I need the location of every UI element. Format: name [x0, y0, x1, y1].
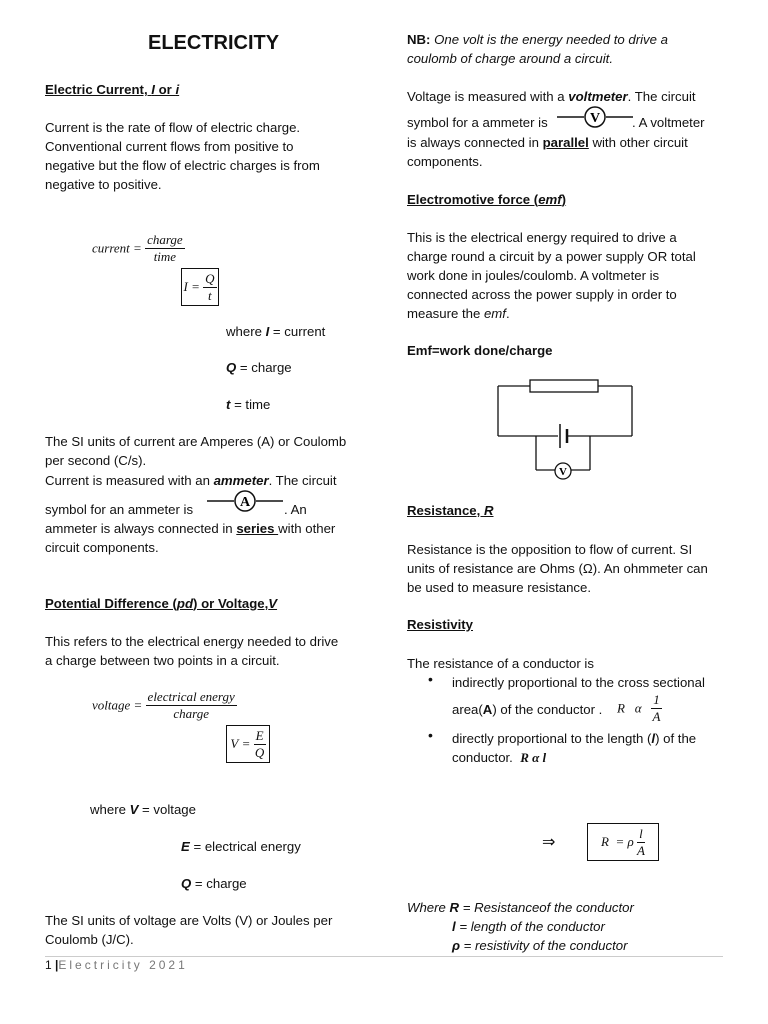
page-footer [45, 958, 188, 972]
resistivity-intro: The resistance of a conductor is [407, 656, 594, 671]
voltage-where-2: E = electrical energy [181, 839, 301, 854]
nb-note: NB: One volt is the energy needed to drive a coulomb of charge around a circuit. [407, 32, 668, 66]
footer-rule [45, 956, 723, 957]
circuit-diagram [490, 374, 640, 484]
bullet-2-line-1: directly proportional to the length (l) of the [452, 731, 697, 746]
voltage-boxed-formula: V = $\frac{E}{Q}$ [226, 725, 270, 763]
resistivity-boxed-formula: R = ρ $\frac{l}{A}$ [587, 823, 659, 861]
voltage-where-3: Q = charge [181, 876, 247, 891]
voltage-word-formula: voltage = $\frac{\text{electrical energy}}{\text{charge}}$ [92, 689, 235, 721]
heading-potential-difference: Potential Difference (pd) or Voltage,V [45, 596, 278, 611]
resistance-definition: Resistance is the opposition to flow of current. SI units of resistance are Ohms (Ω). An ohmmeter can be used to measure resistance. [407, 542, 708, 595]
voltmeter-text-3: is always connected in parallel with other circuit [407, 135, 688, 150]
svg-text:A: A [239, 495, 251, 510]
footer-label: Electricity 2021 [58, 958, 188, 972]
current-where-2: Q = charge [226, 360, 292, 375]
resistivity-where-1: Where R = Resistanceof the conductor [407, 900, 634, 915]
bullet-1-marker: • [428, 671, 433, 687]
bullet-1-line-1: indirectly proportional to the cross sectional [452, 675, 705, 690]
voltmeter-text-2b: . A voltmeter [632, 115, 705, 130]
implies-symbol: ⇒ [542, 834, 556, 851]
current-word-formula: current = $\frac{\text{charge}}{\text{time}}$ [92, 232, 183, 264]
bullet-2-line-2: conductor. R α l [452, 750, 547, 765]
voltmeter-text-4: components. [407, 154, 483, 169]
ammeter-text-2b: . An [284, 502, 307, 517]
ammeter-text-3: ammeter is always connected in series with other [45, 521, 336, 536]
page-number: 1 [45, 958, 52, 972]
ammeter-symbol-icon [207, 488, 283, 514]
heading-resistivity: Resistivity [407, 617, 473, 632]
ammeter-text-4: circuit components. [45, 540, 159, 555]
pd-definition: This refers to the electrical energy needed to drive a charge between two points in a circuit. [45, 634, 339, 668]
footer-separator: | [55, 958, 59, 972]
bullet-1-proportion: R α $\frac{1}{A}$ [617, 692, 661, 724]
voltage-where-1: where V = voltage [90, 802, 196, 817]
voltmeter-text-2: symbol for a ammeter is [407, 115, 548, 130]
ammeter-text-2: symbol for an ammeter is [45, 502, 194, 517]
resistivity-where-3: ρ = resistivity of the conductor [452, 938, 628, 953]
current-where-1: where I = current [226, 324, 326, 339]
svg-text:V: V [559, 466, 567, 478]
current-definition: Current is the rate of flow of electric charge. Conventional current flows from positive to negative but the flow of electric charges is from negative to positive. [45, 120, 320, 192]
si-units-voltage: The SI units of voltage are Volts (V) or Joules per Coulomb (J/C). [45, 913, 333, 947]
ammeter-text-1: Current is measured with an ammeter. The circuit [45, 473, 337, 488]
voltmeter-text-1: Voltage is measured with a voltmeter. The circuit [407, 89, 696, 104]
heading-electric-current: Electric Current, I or i [45, 82, 180, 97]
bullet-2-marker: • [428, 727, 433, 743]
si-units-current: The SI units of current are Amperes (A) or Coulomb per second (C/s). [45, 434, 347, 468]
voltmeter-symbol-icon [557, 104, 633, 130]
current-where-3: t = time [226, 397, 271, 412]
resistivity-where-2: l = length of the conductor [452, 919, 605, 934]
heading-resistance: Resistance, R [407, 503, 494, 518]
page-title: ELECTRICITY [148, 32, 280, 54]
emf-definition: This is the electrical energy required to drive a charge round a circuit by a power supply OR total work done in joules/coulomb. A voltmeter is connected across the power supply in order to measure the emf. [407, 230, 696, 321]
bullet-1-line-2: area(A) of the conductor . [452, 702, 603, 717]
heading-emf: Electromotive force (emf) [407, 192, 567, 207]
svg-text:V: V [589, 111, 601, 126]
emf-formula: Emf=work done/charge [407, 343, 553, 358]
current-boxed-formula: I = $\frac{Q}{t}$ [181, 268, 219, 306]
